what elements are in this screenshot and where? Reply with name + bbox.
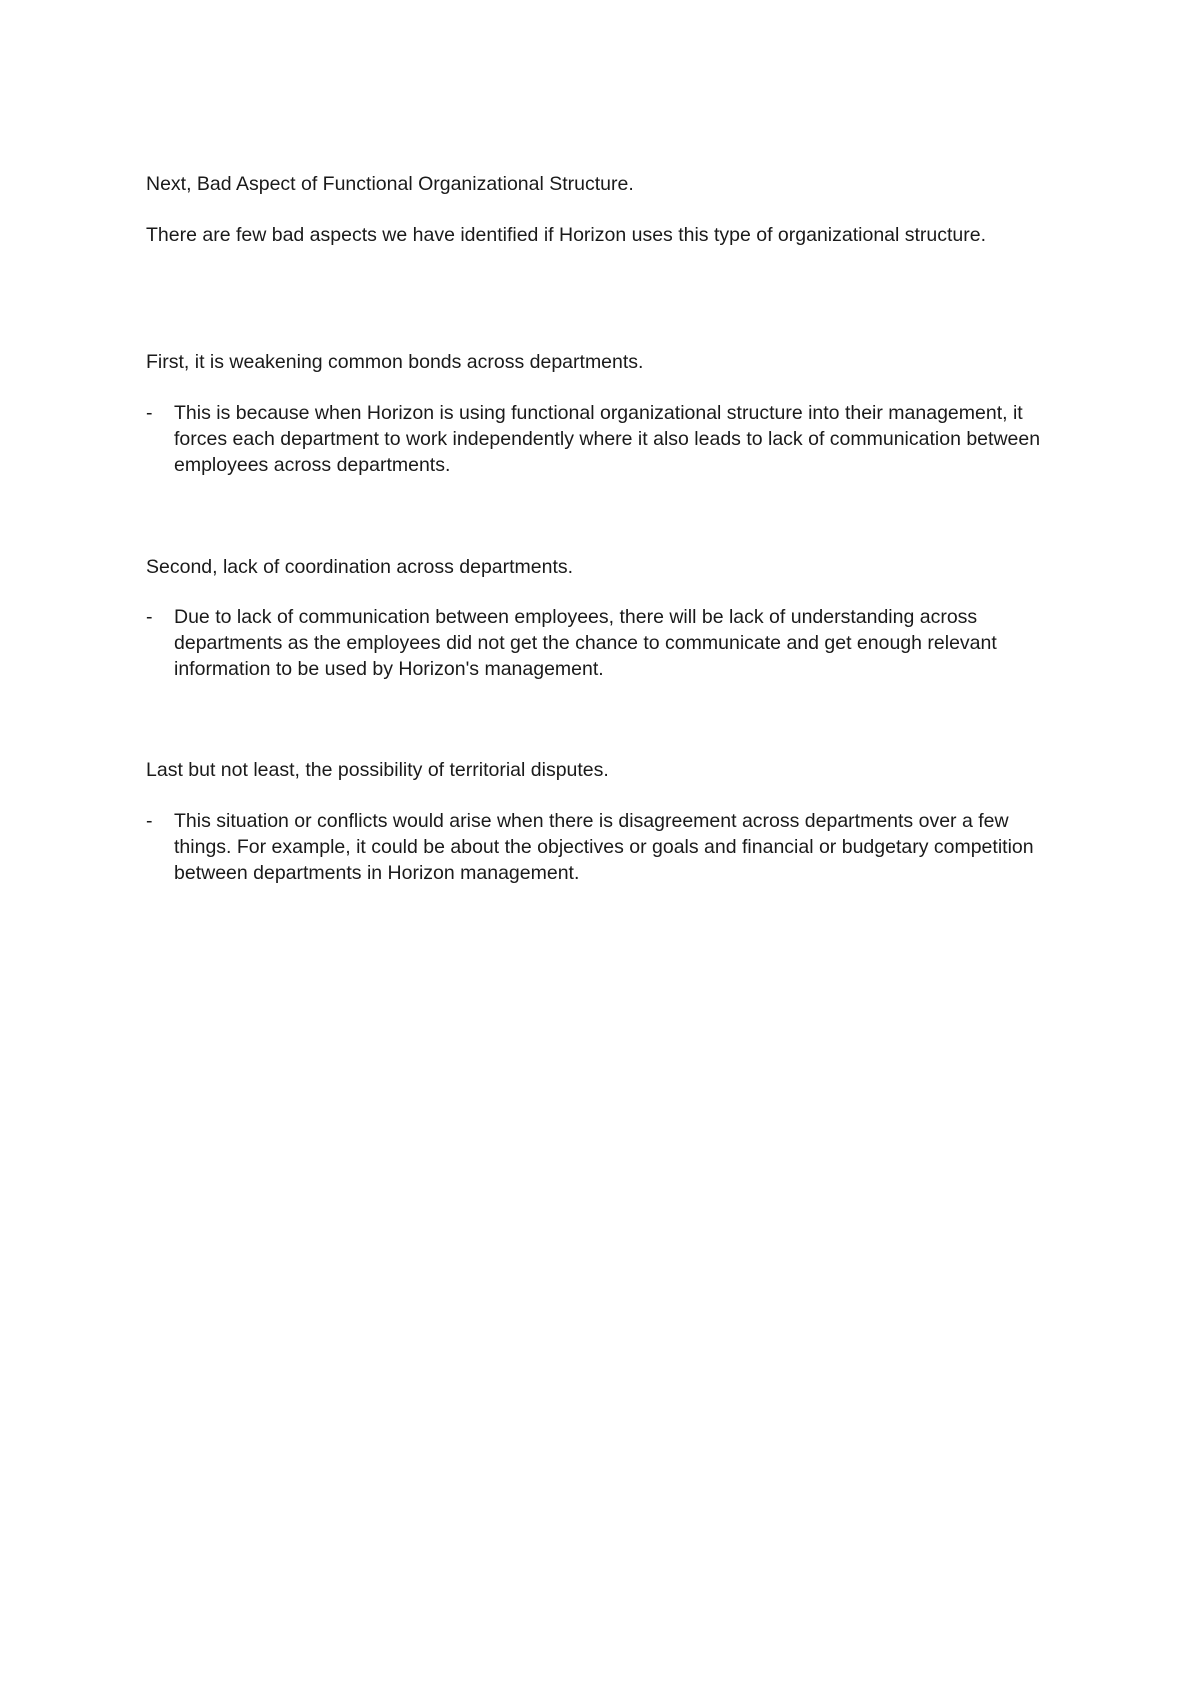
bullet-marker: - (146, 606, 153, 628)
bullet-marker: - (146, 402, 153, 424)
section-3-heading: Last but not least, the possibility of territorial disputes. (146, 759, 609, 781)
section-1-heading: First, it is weakening common bonds across departments. (146, 351, 644, 373)
section-3-bullet (146, 808, 1066, 886)
section-2-bullet (146, 604, 1066, 682)
section-2-bullet-text: Due to lack of communication between employees, there will be lack of understanding across departments as the employees did not get the chance to communicate and get enough relevant information to be used by Horizon's management. (174, 606, 997, 680)
intro-paragraph: There are few bad aspects we have identified if Horizon uses this type of organizational structure. (146, 224, 987, 246)
section-3-bullet-text: This situation or conflicts would arise when there is disagreement across departments over a few things. For example, it could be about the objectives or goals and financial or budgetary competition between departments in Horizon management. (174, 810, 1034, 884)
section-1-bullet-text: This is because when Horizon is using functional organizational structure into their management, it forces each department to work independently where it also leads to lack of communication between employees across departments. (174, 402, 1041, 476)
section-1-bullet (146, 400, 1066, 478)
intro-heading: Next, Bad Aspect of Functional Organizational Structure. (146, 173, 634, 195)
bullet-marker: - (146, 810, 153, 832)
section-2-heading: Second, lack of coordination across departments. (146, 556, 574, 578)
